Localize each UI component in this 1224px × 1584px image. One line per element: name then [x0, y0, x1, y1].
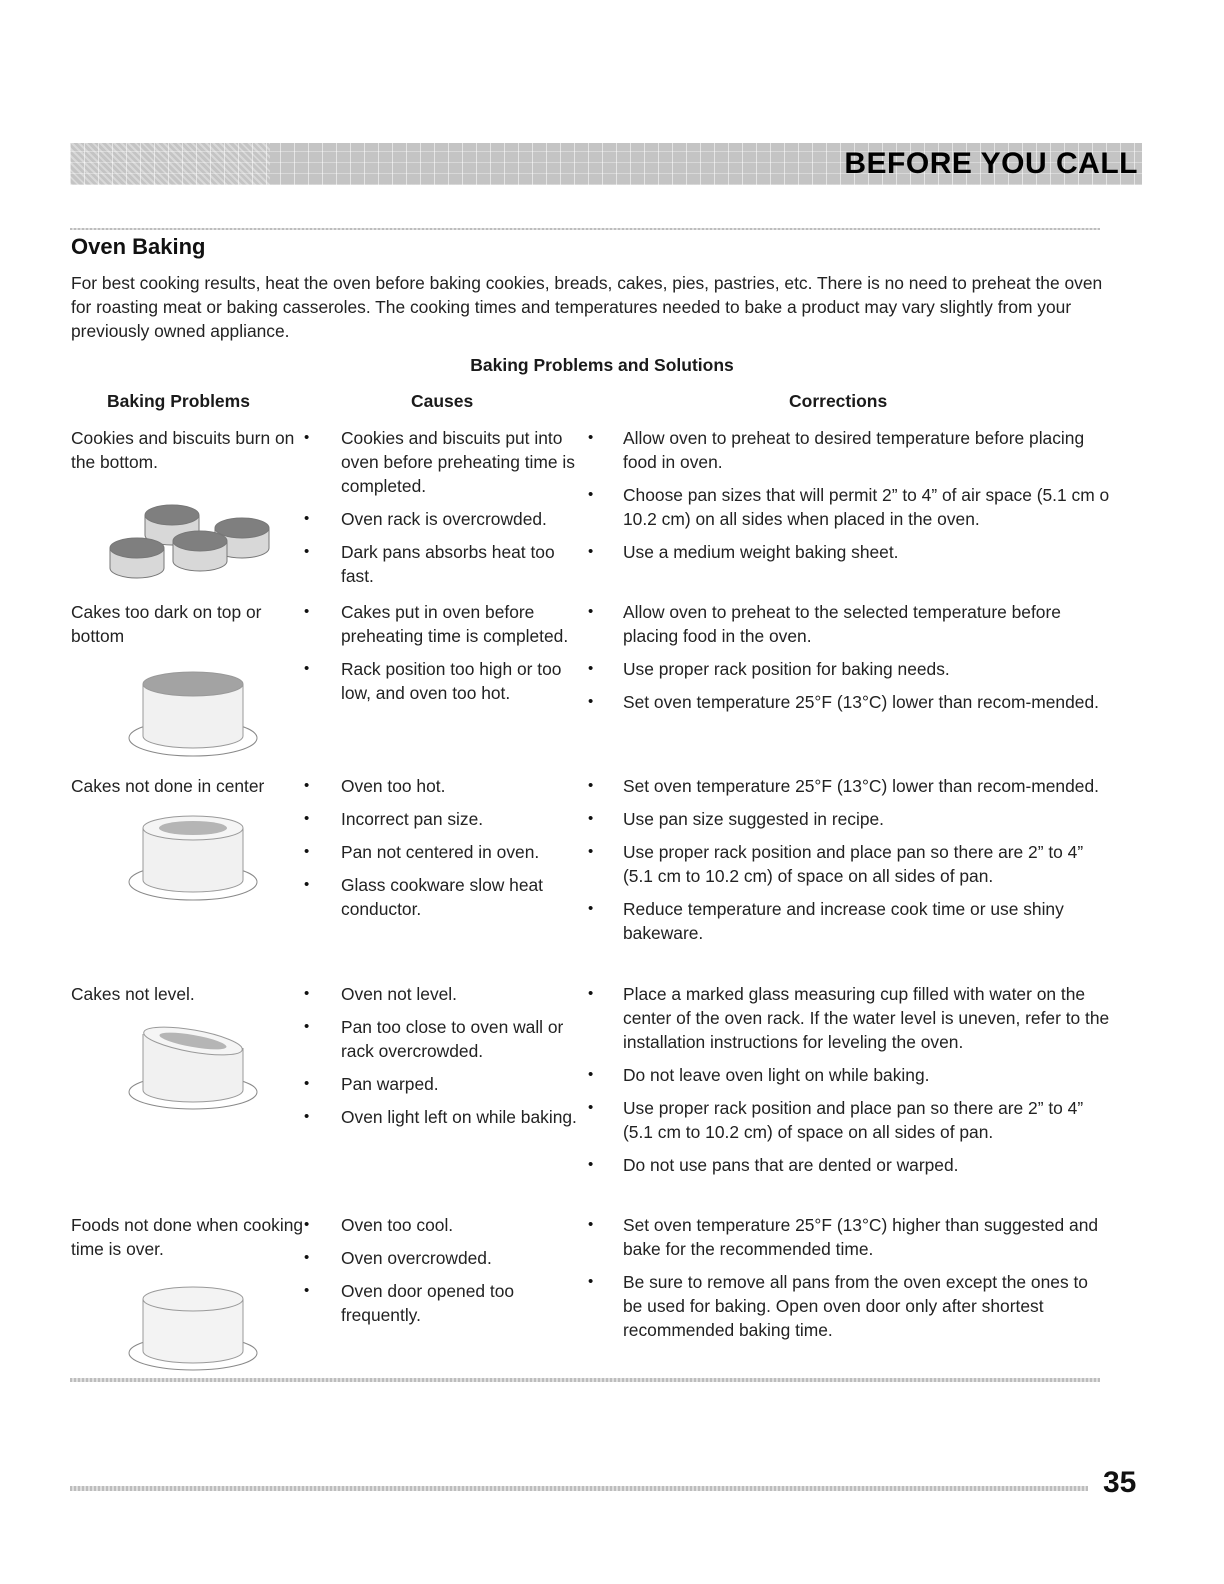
section-title: Oven Baking: [71, 234, 206, 259]
correction-item: • Set oven temperature 25°F (13°C) lower than recom-mended.: [585, 690, 1110, 714]
correction-item: • Use a medium weight baking sheet.: [585, 540, 1110, 564]
problem-text: Cakes not done in center: [71, 776, 265, 796]
banner-pattern: [70, 143, 270, 185]
problem-text: Foods not done when cooking time is over.: [71, 1215, 304, 1259]
correction-item: • Be sure to remove all pans from the oven except the ones to be used for baking. Open oven door only after shortest recommended baking time.: [585, 1270, 1110, 1342]
page-number: 35: [1103, 1466, 1137, 1499]
dark-top-cake-icon: [118, 670, 268, 762]
corrections-list: [585, 1213, 1110, 1351]
header-banner: [70, 143, 1142, 185]
problem-text: Cakes too dark on top or bottom: [71, 602, 262, 646]
cause-item: • Cookies and biscuits put into oven before preheating time is completed.: [301, 426, 591, 498]
sunken-center-cake-icon: [118, 814, 268, 906]
cause-item: • Oven overcrowded.: [301, 1246, 591, 1270]
uneven-cake-icon: [118, 1024, 268, 1116]
cause-item: • Incorrect pan size.: [301, 807, 591, 831]
footer-rule: [70, 1486, 1088, 1491]
correction-item: • Do not use pans that are dented or warped.: [585, 1153, 1110, 1177]
divider-top: [70, 228, 1100, 230]
column-header-corrections: Corrections: [789, 391, 888, 411]
divider-bottom: [70, 1378, 1100, 1382]
correction-item: • Choose pan sizes that will permit 2” to 4” of air space (5.1 cm o 10.2 cm) on all sides when placed in the oven.: [585, 483, 1110, 531]
correction-item: • Set oven temperature 25°F (13°C) lower than recom-mended.: [585, 774, 1110, 798]
correction-item: • Allow oven to preheat to desired temperature before placing food in oven.: [585, 426, 1110, 474]
correction-item: • Allow oven to preheat to the selected temperature before placing food in the oven.: [585, 600, 1110, 648]
causes-list: [301, 1213, 591, 1336]
cause-item: • Rack position too high or too low, and oven too hot.: [301, 657, 591, 705]
problem-text: Cookies and biscuits burn on the bottom.: [71, 428, 295, 472]
cause-item: • Oven too cool.: [301, 1213, 591, 1237]
banner-title: BEFORE YOU CALL: [844, 147, 1138, 180]
correction-item: • Do not leave oven light on while baking.: [585, 1063, 1110, 1087]
causes-list: [301, 982, 591, 1138]
cause-item: • Oven door opened too frequently.: [301, 1279, 591, 1327]
cause-item: • Glass cookware slow heat conductor.: [301, 873, 591, 921]
cause-item: • Pan not centered in oven.: [301, 840, 591, 864]
table-title: [0, 355, 1224, 376]
cause-item: • Oven not level.: [301, 982, 591, 1006]
corrections-list: [585, 982, 1110, 1186]
correction-item: • Use pan size suggested in recipe.: [585, 807, 1110, 831]
correction-item: • Use proper rack position and place pan so there are 2” to 4” (5.1 cm to 10.2 cm) of space on all sides of pan.: [585, 840, 1110, 888]
correction-item: • Place a marked glass measuring cup filled with water on the center of the oven rack. If the water level is uneven, refer to the installation instructions for leveling the oven.: [585, 982, 1110, 1054]
cause-item: • Pan too close to oven wall or rack overcrowded.: [301, 1015, 591, 1063]
cause-item: • Oven light left on while baking.: [301, 1105, 591, 1129]
causes-list: [301, 426, 591, 597]
column-header-problems: Baking Problems: [107, 391, 250, 411]
cause-item: • Oven too hot.: [301, 774, 591, 798]
cause-item: • Pan warped.: [301, 1072, 591, 1096]
correction-item: • Use proper rack position for baking needs.: [585, 657, 1110, 681]
plain-cake-icon: [118, 1285, 268, 1377]
cookies-icon: [105, 498, 280, 593]
correction-item: • Reduce temperature and increase cook time or use shiny bakeware.: [585, 897, 1110, 945]
problem-text: Cakes not level.: [71, 984, 195, 1004]
causes-list: [301, 774, 591, 930]
cause-item: • Dark pans absorbs heat too fast.: [301, 540, 591, 588]
correction-item: • Use proper rack position and place pan so there are 2” to 4” (5.1 cm to 10.2 cm) of space on all sides of pan.: [585, 1096, 1110, 1144]
causes-list: [301, 600, 591, 714]
correction-item: • Set oven temperature 25°F (13°C) higher than suggested and bake for the recommended time.: [585, 1213, 1110, 1261]
corrections-list: [585, 426, 1110, 573]
cause-item: • Oven rack is overcrowded.: [301, 507, 591, 531]
intro-paragraph: For best cooking results, heat the oven before baking cookies, breads, cakes, pies, pastries, etc. There is no need to preheat the oven for roasting meat or baking casseroles. The cooking times and temperatures needed to bake a product may vary slightly from your previously owned appliance.: [71, 273, 1103, 341]
corrections-list: [585, 774, 1110, 954]
table-title-text: Baking Problems and Solutions: [470, 355, 734, 375]
column-header-causes: Causes: [411, 391, 474, 411]
cause-item: • Cakes put in oven before preheating time is completed.: [301, 600, 591, 648]
corrections-list: [585, 600, 1110, 723]
